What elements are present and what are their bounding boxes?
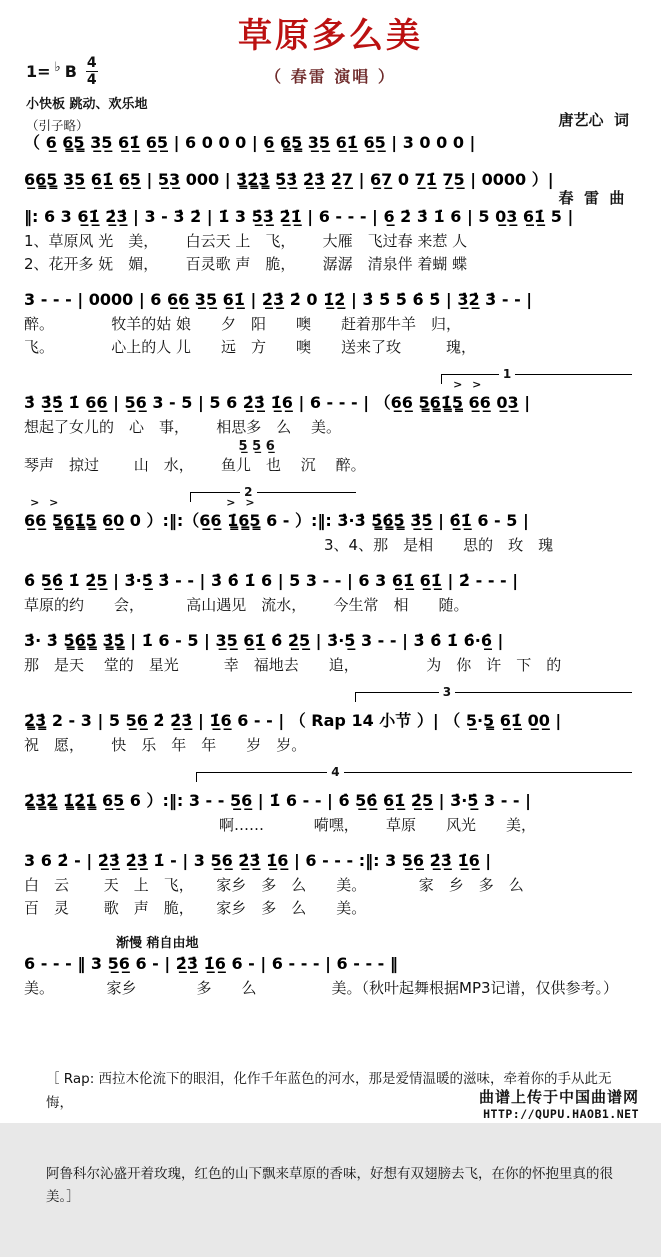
- volta-bracket: [355, 685, 632, 702]
- lyric-line: 那 是天 堂的 星光 幸 福地去 追， 为 你 许 下 的: [24, 656, 562, 674]
- system-row: [0, 848, 661, 920]
- flat-sign: ♭: [54, 60, 61, 75]
- volta-bracket: [196, 765, 632, 782]
- music-line: （ 6̲ 6̳5̳ 3̲5̲ 6̲1̲̇ 6̲5̲ | 6 0 0 0 | 6̲ 6̳5̳ 3̲5̲ 6̲1̲̇ 6̲5̲ | 3 0 0 0 |: [24, 133, 476, 152]
- system-row: [0, 931, 661, 1000]
- key-block: [26, 56, 148, 134]
- rap-line-1: ［ Rap: 西拉木伦流下的眼泪，化作千年蓝色的河水，那是爱情温暖的滋味，牵着你的手从此无悔，: [46, 1071, 612, 1111]
- lyric-line: 飞。 心上的人 儿 远 方 噢 送来了玫 瑰，: [24, 338, 477, 356]
- system-row: [0, 167, 661, 193]
- grace-notes: 5̲ 5̲ 6̲: [238, 439, 275, 454]
- music-line: 6̲6̳5̳ 3̲5̲ 6̲1̲̇ 6̲5̲ | 5̲3̲ 000 | 3̳̇2̳̇3̳̇ 5̲̇3̲̇ 2̲̇3̲̇ 2̲̇7̲ | 6̲7̲ 0 7̲1̲̇ 7̲5̲ | 0000 ）|: [24, 170, 554, 189]
- system-row: [0, 204, 661, 276]
- accent-mark: > >: [226, 496, 258, 509]
- system-row: [0, 130, 661, 156]
- tempo-mark: 渐慢 稍自由地: [115, 936, 199, 951]
- site-url: HTTP://QUPU.HAOB1.NET: [483, 1107, 639, 1121]
- annotation-strip: [24, 685, 637, 708]
- system-row: [0, 685, 661, 757]
- lyric-line: 啊…… 嗬嘿， 草原 风光 美，: [24, 816, 537, 834]
- volta-number: 4: [327, 765, 343, 779]
- lyric-line: 草原的约 会， 高山遇见 流水， 今生常 相 随。: [24, 596, 469, 614]
- music-line: 6̲6̲ 5̳6̳1̳̇5̳ 6̲0̲ 0 ）:‖:（6̲6̲ 1̳̇6̳5̳ 6 - ）:‖: 3̇·3̇ 5̳̇6̳̇5̳̇ 3̲̇5̲̇ | 6̲̇1̲̇ 6 - 5 |: [24, 511, 529, 530]
- intro-note: （引子略）: [26, 118, 89, 133]
- accent-mark: > >: [453, 378, 485, 391]
- lyric-line: 琴声 掠过 山 水， 鱼儿 也 沉 醉。: [24, 456, 366, 474]
- music-line: 3̇ 3̲̇5̲̇ 1̇ 6̲6̲ | 5̲6̲ 3 - 5 | 5 6 2̲̇3̲̇ 1̲̇6̲ | 6 - - - | （6̲6̲ 5̳6̳1̳̇5̳ 6̲6̲ 0̲3̲ |: [24, 393, 531, 412]
- rap-section: [0, 1011, 661, 1257]
- system-row: [0, 628, 661, 677]
- lyric-line: 百 灵 歌 声 脆， 家乡 多 么 美。: [24, 899, 367, 917]
- volta-number: 1: [499, 367, 515, 381]
- music-line: 6 - - - ‖ 3 5̲6̲ 6 - | 2̲̇3̲̇ 1̲̇6̲ 6 - | 6 - - - | 6 - - - ‖: [24, 954, 398, 973]
- system-row: [0, 485, 661, 557]
- meter-top: 4: [86, 55, 97, 71]
- lyric-line: 想起了女儿的 心 事， 相思多 么 美。: [24, 418, 342, 436]
- lyric-line: 3、4、那 是相 思的 玫 瑰: [24, 536, 554, 554]
- volta-number: 3: [439, 685, 455, 699]
- annotation-strip: [24, 485, 637, 509]
- meter-bottom: 4: [86, 72, 97, 88]
- system-row: [0, 367, 661, 477]
- music-line: 3 6 2̇ - | 2̲̇3̲̇ 2̲̇3̲̇ 1̇ - | 3 5̲6̲ 2̲̇3̲̇ 1̲̇6̲ | 6 - - - :‖: 3 5̲6̲ 2̲̇3̲̇ 1̲̇6̲ |: [24, 851, 492, 870]
- lyricist-credit: 唐艺心 词: [558, 110, 629, 129]
- annotation-strip: [24, 765, 637, 788]
- annotation-strip: [24, 367, 637, 391]
- system-row: [0, 287, 661, 359]
- song-subtitle: （ 春雷 演唱 ）: [265, 67, 396, 86]
- tempo-text: 小快板 跳动、欢乐地: [26, 97, 148, 112]
- system-row: [0, 568, 661, 617]
- rap-line-2: 阿鲁科尔沁盛开着玫瑰，红色的山下飘来草原的香味，好想有双翅膀去飞，在你的怀抱里真的很美。］: [46, 1165, 613, 1206]
- music-line: 6̇ 5̲6̲̇ 1̇ 2̲̇5̲ | 3̇·5̲̇ 3̇ - - | 3̇ 6̇ 1̇ 6 | 5 3 - - | 6 3 6̲1̲̇ 6̲1̲̇ | 2̇ - - - |: [24, 571, 519, 590]
- song-title: 草原多么美: [238, 16, 423, 56]
- key-letter: B: [64, 62, 77, 81]
- annotation-strip: [24, 931, 637, 951]
- footer: [479, 1086, 639, 1121]
- lyric-line: 醉。 牧羊的姑 娘 夕 阳 噢 赶着那牛羊 归，: [24, 315, 462, 333]
- music-line: 2̳̇3̳̇ 2 - 3 | 5 5̲6̲ 2̇ 2̲̇3̲̇ | 1̲̇6̲ 6 - - | （ Rap 14 小节 ）| （ 5̲·5̳ 6̲1̲̇ 0̲0̲ |: [24, 711, 562, 730]
- music-line: 3 - - - | 0000 | 6 6̲6̲ 3̲5̲ 6̲1̲̇ | 2̲̇3̲̇ 2̇ 0 1̲̇2̲̇ | 3̇ 5̇ 5̇ 6̇ 5̇ | 3̲̇2̲̇ 3̇ - - |: [24, 290, 533, 309]
- composer-credit: 春 雷 曲: [558, 189, 625, 208]
- volta-number: 2: [240, 485, 256, 499]
- music-line: 2̳̇3̳̇2̳̇ 1̳̇2̳̇1̳̇ 6̲5̲ 6 ）:‖: 3 - - 5̲6̲ | 1̇ 6 - - | 6̇ 5̲6̲̇ 6̲1̲̇ 2̲̇5̲ | 3̇·5̲̇ 3 - - |: [24, 791, 531, 810]
- key-prefix: 1=: [26, 62, 51, 81]
- site-name: 曲谱上传于中国曲谱网: [478, 1088, 639, 1106]
- music-line: 3̇· 3̇ 5̳̇6̳̇5̳̇ 3̳̇5̳̇ | 1̇ 6 - 5 | 3̲5̲ 6̲1̲̇ 6̇ 2̲̇5̲ | 3̇·5̲̇ 3 - - | 3̇ 6̇ 1̇ 6̇·6̲̇ |: [24, 631, 504, 650]
- key-signature: [26, 56, 148, 87]
- music-line: ‖: 6 3 6̲1̲̇ 2̲̇3̲̇ | 3 - 3̇ 2̇ | 1̇ 3 5̲̇3̲̇ 2̲̇1̲̇ | 6 - - - | 6̲ 2̇ 3̇ 1̇ 6 | 5 0̲3̲ 6̲1̲̇ 5 |: [24, 207, 574, 226]
- lyric-line: 祝 愿， 快 乐 年 年 岁 岁。: [24, 736, 307, 754]
- lyric-line: 2、花开多 妩 媚， 百灵歌 声 脆， 潺潺 清泉伴 着蝴 蝶: [24, 255, 468, 273]
- accent-mark: > >: [30, 496, 62, 509]
- volta-bracket: [190, 485, 357, 502]
- lyric-line: 美。 家乡 多 么 美。（秋叶起舞根据MP3记谱，仅供参考。）: [24, 979, 619, 997]
- lyric-line: 1、草原风 光 美， 白云天 上 飞， 大雁 飞过春 来惹 人: [24, 232, 468, 250]
- meter-fraction: [85, 56, 99, 87]
- lyric-line: 白 云 天 上 飞， 家乡 多 么 美。 家 乡 多 么: [24, 876, 524, 894]
- score-body: [0, 126, 661, 1000]
- system-row: [0, 765, 661, 837]
